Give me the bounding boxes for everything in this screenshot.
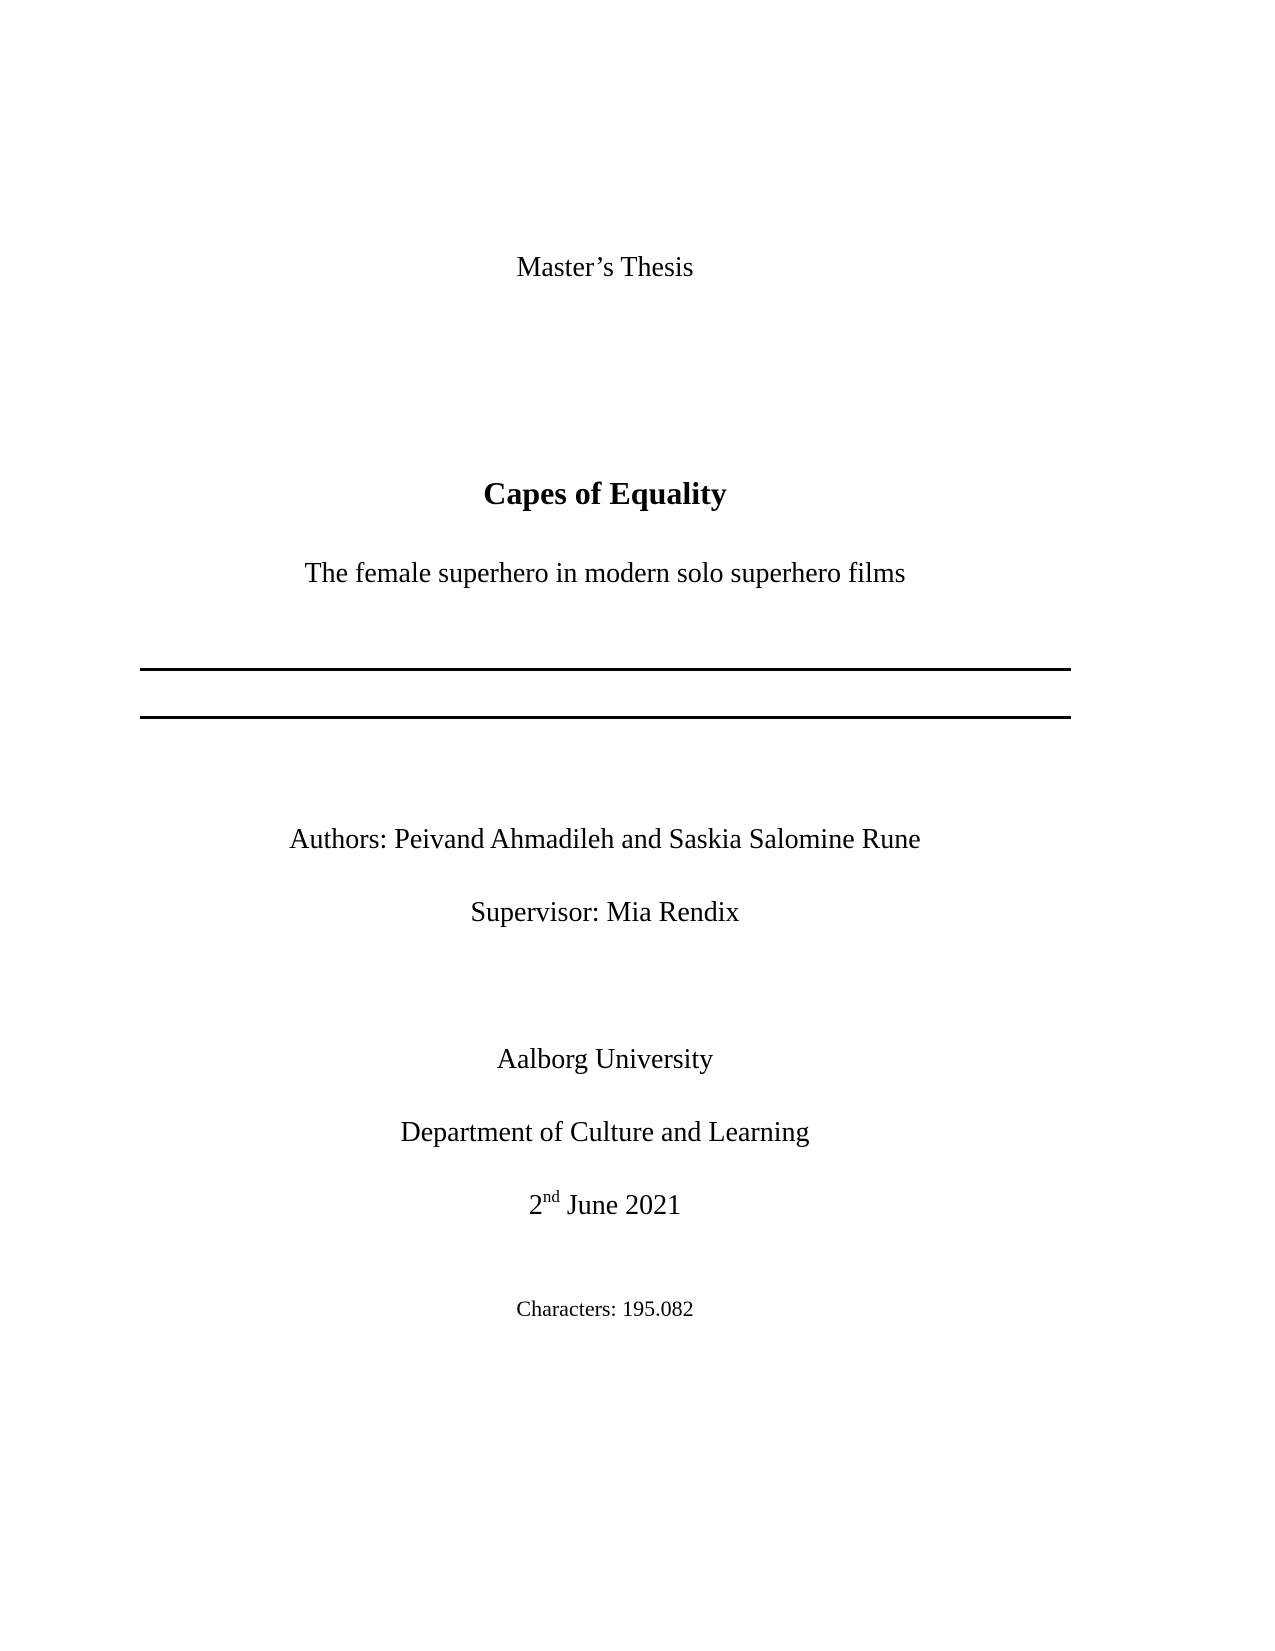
date-day: 2 [528, 1190, 543, 1221]
department-name: Department of Culture and Learning [400, 1117, 810, 1148]
horizontal-rule-bottom [140, 716, 1071, 719]
date-rest: June 2021 [559, 1190, 682, 1221]
date-day-suffix: nd [542, 1186, 560, 1206]
character-count: Characters: 195.082 [516, 1296, 694, 1321]
university-name: Aalborg University [496, 1044, 714, 1075]
horizontal-rule-top [140, 668, 1071, 671]
thesis-subtitle: The female superhero in modern solo superhero films [304, 558, 906, 589]
authors-line: Authors: Peivand Ahmadileh and Saskia Salomine Rune [289, 824, 921, 855]
supervisor-line: Supervisor: Mia Rendix [470, 897, 740, 928]
thesis-title: Capes of Equality [483, 475, 727, 511]
submission-date [0, 1186, 1210, 1222]
document-type: Master’s Thesis [516, 252, 694, 283]
